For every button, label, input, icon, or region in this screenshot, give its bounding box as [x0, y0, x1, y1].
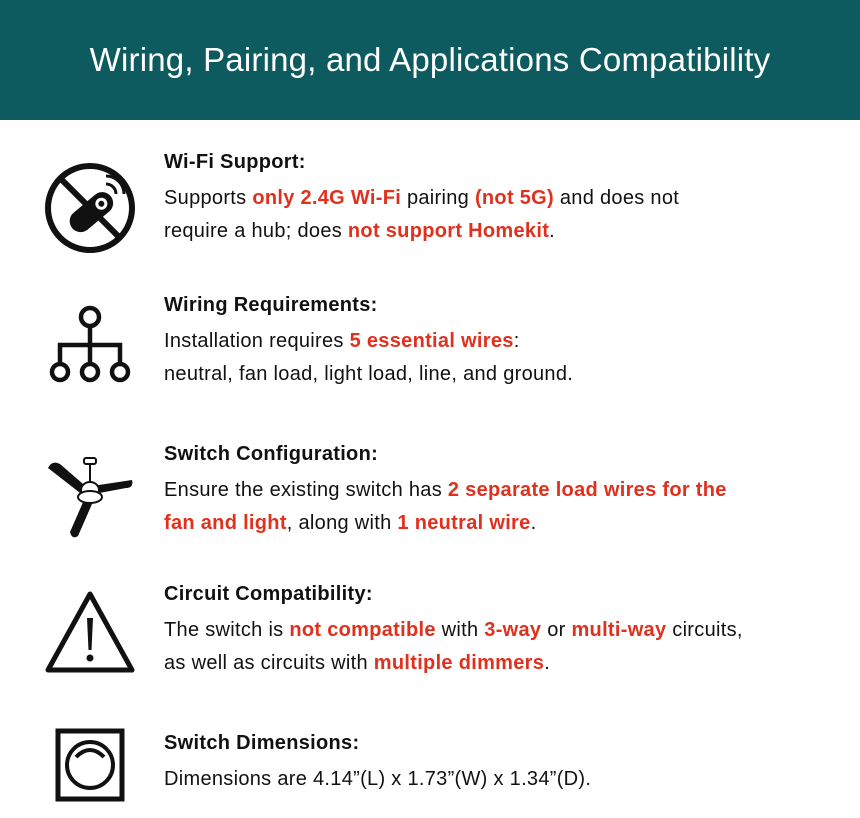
header-banner [0, 0, 860, 120]
highlighted-text: only 2.4G Wi-Fi [252, 187, 402, 209]
body-text: Dimensions are 4.14”(L) x 1.73”(W) x 1.34”(D). [164, 768, 592, 790]
section-title: Wi-Fi Support: [164, 151, 306, 173]
highlighted-text: (not 5G) [474, 187, 555, 209]
body-text: neutral, fan load, light load, line, and ground. [164, 363, 574, 385]
body-text: : [513, 330, 520, 352]
body-text: with [435, 619, 485, 641]
highlighted-text: fan and light [164, 512, 287, 534]
section-title: Circuit Compatibility: [164, 583, 373, 605]
section-text [164, 293, 844, 391]
description-line [164, 647, 844, 680]
no-remote-icon [44, 162, 136, 254]
highlighted-text: not compatible [289, 619, 436, 641]
section-text [164, 731, 844, 796]
section-title: Switch Dimensions: [164, 732, 360, 754]
body-text: Installation requires [164, 330, 350, 352]
section-text [164, 582, 844, 680]
highlighted-text: multi-way [571, 619, 667, 641]
body-text: . [530, 512, 537, 534]
description-line [164, 215, 844, 248]
description-line [164, 358, 844, 391]
body-text: as well as circuits with [164, 652, 374, 674]
ceiling-fan-icon [44, 452, 136, 544]
body-text: . [544, 652, 551, 674]
description-line [164, 325, 844, 358]
body-text: or [541, 619, 572, 641]
warning-icon [44, 586, 136, 678]
highlighted-text: 5 essential wires [349, 330, 514, 352]
body-text: and does not [554, 187, 680, 209]
section-title: Wiring Requirements: [164, 294, 378, 316]
section-text [164, 442, 844, 540]
description-line [164, 763, 844, 796]
highlighted-text: not support Homekit [347, 220, 550, 242]
page-title: Wiring, Pairing, and Applications Compatibility [89, 41, 771, 78]
body-text: Ensure the existing switch has [164, 479, 448, 501]
switch-dimensions-icon [44, 721, 136, 813]
section-text [164, 150, 844, 248]
section-title: Switch Configuration: [164, 443, 379, 465]
wiring-tree-icon [44, 299, 136, 391]
body-text: The switch is [164, 619, 290, 641]
body-text: circuits, [666, 619, 743, 641]
body-text: Supports [164, 187, 253, 209]
description-line [164, 614, 844, 647]
description-line [164, 507, 844, 540]
body-text: , along with [286, 512, 398, 534]
body-text: . [549, 220, 556, 242]
body-text: require a hub; does [164, 220, 348, 242]
highlighted-text: 1 neutral wire [397, 512, 531, 534]
description-line [164, 182, 844, 215]
description-line [164, 474, 844, 507]
highlighted-text: 2 separate load wires for the [447, 479, 727, 501]
body-text: pairing [401, 187, 475, 209]
highlighted-text: 3-way [484, 619, 542, 641]
highlighted-text: multiple dimmers [373, 652, 545, 674]
